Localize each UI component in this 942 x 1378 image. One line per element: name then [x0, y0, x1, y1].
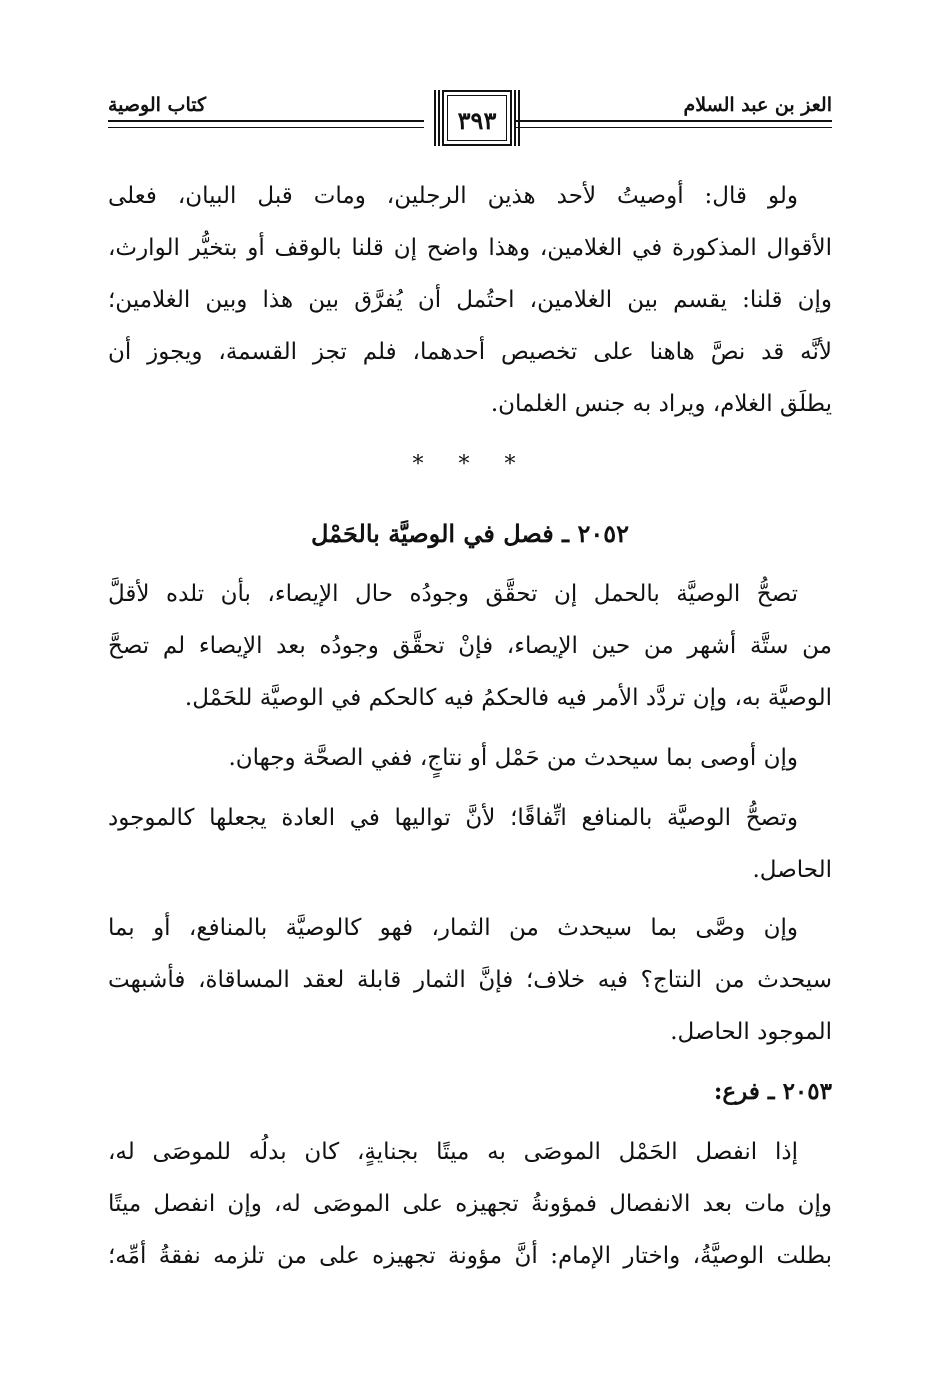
header-rule-left [108, 120, 424, 128]
page-frame-bar-left [434, 90, 440, 146]
text-line: وإن قلنا: يقسم بين الغلامين، احتُمل أن يُفرَّق بين هذا وبين الغلامين؛ [108, 287, 832, 313]
paragraph-2 [108, 568, 832, 724]
text-line: بطلت الوصيَّةُ، واختار الإمام: أنَّ مؤونة تجهيزه على من تلزمه نفقةُ أمِّه؛ [108, 1243, 832, 1269]
text-line: يطلَق الغلام، ويراد به جنس الغلمان. [490, 391, 832, 417]
text-line: من ستَّة أشهر من حين الإيصاء، فإنْ تحقَّق وجودُه بعد الإيصاء لم تصحَّ [108, 633, 832, 659]
header-book-title: كتاب الوصية [108, 94, 207, 116]
text-line: سيحدث من النتاج؟ فيه خلاف؛ فإنَّ الثمار قابلة لعقد المساقاة، فأشبهت [108, 967, 832, 993]
text-line: الحاصل. [752, 857, 832, 883]
text-line: إذا انفصل الحَمْل الموصَى به ميتًا بجنايةٍ، كان بدلُه للموصَى له، [108, 1139, 798, 1165]
page-frame-bar-right [514, 90, 520, 146]
text-line: ولو قال: أوصيتُ لأحد هذين الرجلين، ومات قبل البيان، فعلى [108, 183, 798, 209]
text-line: وإن أوصى بما سيحدث من حَمْل أو نتاجٍ، ففي الصحَّة وجهان. [228, 745, 798, 771]
paragraph-3 [108, 732, 832, 784]
text-line: وإن مات بعد الانفصال فمؤونةُ تجهيزه على الموصَى له، وإن انفصل ميتًا [108, 1191, 832, 1217]
page-number-frame [442, 90, 512, 146]
subheading: ٢٠٥٣ ـ فرع: [713, 1078, 832, 1105]
page-number: ٣٩٣ [457, 106, 497, 135]
paragraph-5 [108, 902, 832, 1058]
section-separator: * * * [412, 452, 530, 477]
running-header [108, 84, 832, 156]
section-title: ٢٠٥٢ ـ فصل في الوصيَّة بالحَمْل [310, 519, 630, 548]
text-line: وإن وصَّى بما سيحدث من الثمار، فهو كالوصيَّة بالمنافع، أو بما [108, 915, 798, 941]
text-line: الأقوال المذكورة في الغلامين، وهذا واضح إن قلنا بالوقف أو بتخيُّر الوارث، [108, 235, 832, 261]
text-line: تصحُّ الوصيَّة بالحمل إن تحقَّق وجودُه حال الإيصاء، بأن تلده لأقلَّ [108, 581, 798, 607]
paragraph-4 [108, 792, 832, 896]
header-rule-right [516, 120, 832, 128]
header-author: العز بن عبد السلام [683, 94, 832, 116]
paragraph-6 [108, 1126, 832, 1282]
text-line: الموجود الحاصل. [670, 1019, 832, 1045]
text-line: الوصيَّة به، وإن تردَّد الأمر فيه فالحكمُ فيه كالحكم في الوصيَّة للحَمْل. [184, 685, 832, 711]
text-line: وتصحُّ الوصيَّة بالمنافع اتِّفاقًا؛ لأنَّ تواليها في العادة يجعلها كالموجود [108, 805, 798, 831]
text-line: لأنَّه قد نصَّ هاهنا على تخصيص أحدهما، فلم تجز القسمة، ويجوز أن [108, 339, 832, 365]
paragraph-1 [108, 170, 832, 430]
